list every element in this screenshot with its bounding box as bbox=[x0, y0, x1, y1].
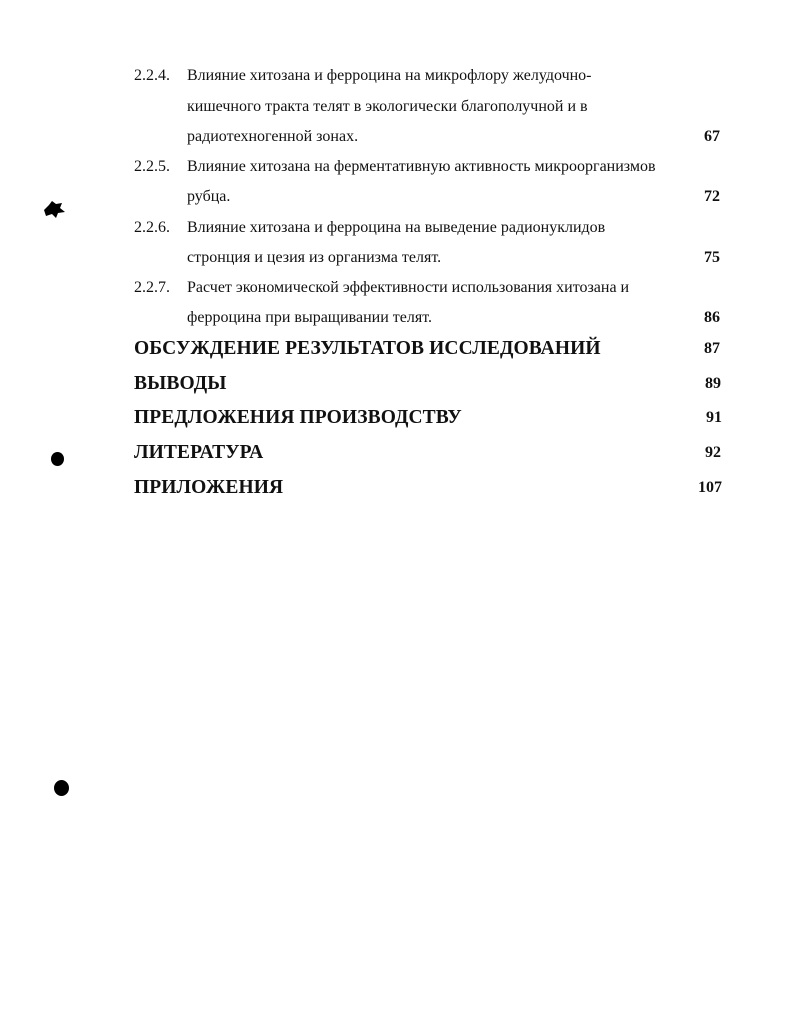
chapter-page-number: 89 bbox=[705, 375, 721, 392]
section-page-number: 75 bbox=[704, 249, 720, 266]
section-page-number: 67 bbox=[704, 128, 720, 145]
section-title-line: радиотехногенной зонах. bbox=[187, 128, 359, 145]
chapter-title: ВЫВОДЫ bbox=[134, 373, 227, 394]
scan-blot-icon bbox=[51, 452, 64, 466]
section-title-line: Расчет экономической эффективности использования хитозана и bbox=[187, 279, 630, 296]
section-page-number: 72 bbox=[704, 188, 720, 205]
section-title-line: рубца. bbox=[187, 188, 231, 205]
scan-blot-icon bbox=[40, 198, 68, 222]
section-title-line: Влияние хитозана и ферроцина на выведение радионуклидов bbox=[187, 219, 606, 236]
scan-blot-icon bbox=[54, 780, 69, 796]
chapter-title: ПРИЛОЖЕНИЯ bbox=[134, 477, 284, 498]
section-number: 2.2.5. bbox=[134, 158, 170, 175]
chapter-title: ЛИТЕРАТУРА bbox=[134, 442, 264, 463]
chapter-page-number: 87 bbox=[704, 340, 720, 357]
section-title-line: Влияние хитозана и ферроцина на микрофлору желудочно- bbox=[187, 67, 592, 84]
section-page-number: 86 bbox=[704, 309, 720, 326]
chapter-page-number: 107 bbox=[698, 479, 722, 496]
chapter-title: ОБСУЖДЕНИЕ РЕЗУЛЬТАТОВ ИССЛЕДОВАНИЙ bbox=[134, 338, 601, 359]
section-number: 2.2.7. bbox=[134, 279, 170, 296]
section-title-line: кишечного тракта телят в экологически благополучной и в bbox=[187, 98, 588, 115]
chapter-page-number: 91 bbox=[706, 409, 722, 426]
section-number: 2.2.4. bbox=[134, 67, 170, 84]
chapter-title: ПРЕДЛОЖЕНИЯ ПРОИЗВОДСТВУ bbox=[134, 407, 462, 428]
section-title-line: стронция и цезия из организма телят. bbox=[187, 249, 442, 266]
section-title-line: ферроцина при выращивании телят. bbox=[187, 309, 433, 326]
section-number: 2.2.6. bbox=[134, 219, 170, 236]
section-title-line: Влияние хитозана на ферментативную активность микроорганизмов bbox=[187, 158, 656, 175]
chapter-page-number: 92 bbox=[705, 444, 721, 461]
